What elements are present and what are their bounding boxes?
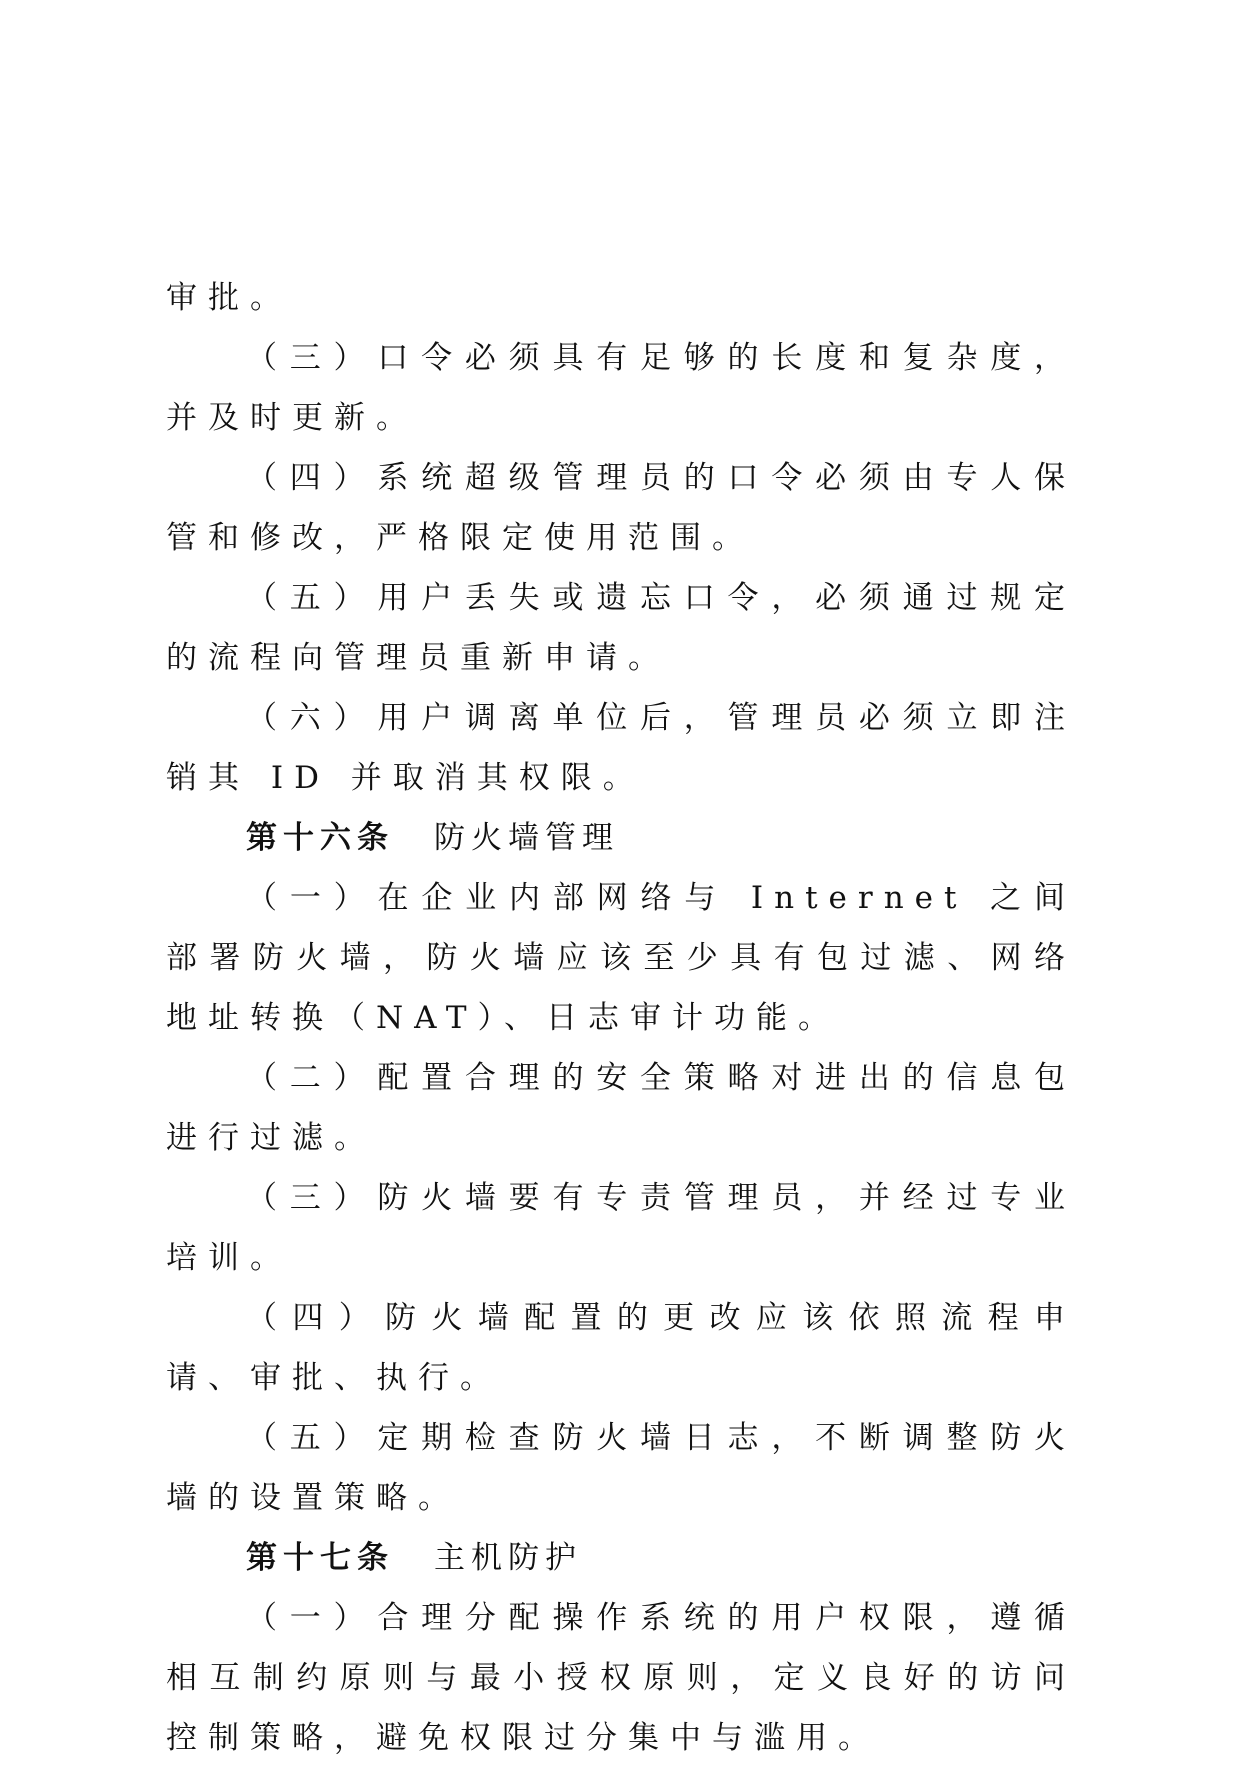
paragraph-firewall-log: （五）定期检查防火墙日志，不断调整防火墙的设置策略。 — [166, 1420, 1076, 1516]
paragraph-lost-password: （五）用户丢失或遗忘口令，必须通过规定的流程向管理员重新申请。 — [166, 580, 1076, 676]
article-17-heading — [166, 1528, 1076, 1588]
paragraph-password-complexity: （三）口令必须具有足够的长度和复杂度，并及时更新。 — [166, 340, 1076, 436]
document-body — [166, 268, 1076, 1768]
article-title: 防火墙管理 — [434, 820, 619, 856]
paragraph-user-departure: （六）用户调离单位后，管理员必须立即注销其 ID 并取消其权限。 — [166, 700, 1076, 796]
paragraph-firewall-change: （四）防火墙配置的更改应该依照流程申请、审批、执行。 — [166, 1300, 1076, 1396]
paragraph-firewall-policy: （二）配置合理的安全策略对进出的信息包进行过滤。 — [166, 1060, 1076, 1156]
article-16-heading — [166, 808, 1076, 868]
article-number: 第十六条 — [246, 820, 394, 856]
article-number: 第十七条 — [246, 1540, 394, 1576]
paragraph-firewall-deploy: （一）在企业内部网络与 Internet 之间部署防火墙，防火墙应该至少具有包过滤、网络地址转换（NAT）、日志审计功能。 — [166, 880, 1076, 1036]
paragraph-approval-continuation: 审批。 — [166, 280, 292, 316]
article-title: 主机防护 — [434, 1540, 582, 1576]
paragraph-host-permissions: （一）合理分配操作系统的用户权限，遵循相互制约原则与最小授权原则，定义良好的访问控制策略，避免权限过分集中与滥用。 — [166, 1600, 1076, 1756]
paragraph-firewall-admin: （三）防火墙要有专责管理员，并经过专业培训。 — [166, 1180, 1076, 1276]
paragraph-superadmin-password: （四）系统超级管理员的口令必须由专人保管和修改，严格限定使用范围。 — [166, 460, 1076, 556]
